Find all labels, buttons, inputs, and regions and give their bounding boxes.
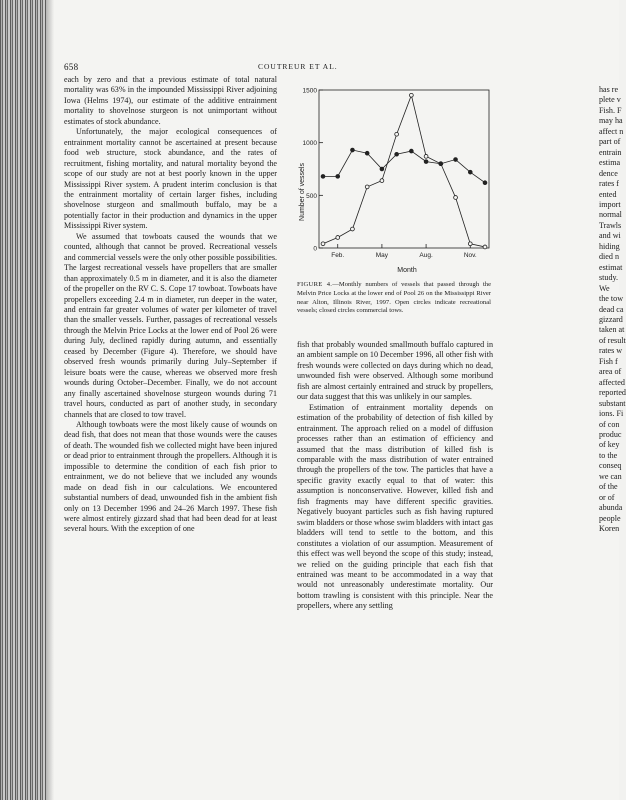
y-tick-label: 500 bbox=[306, 192, 317, 200]
adjacent-text-fragment: normal bbox=[599, 210, 622, 220]
adjacent-text-fragment: dead ca bbox=[599, 304, 624, 314]
data-point-filled bbox=[395, 152, 399, 156]
adjacent-text-fragment: affect n bbox=[599, 126, 624, 136]
data-point-open bbox=[454, 196, 458, 200]
series-line-open bbox=[323, 95, 485, 247]
data-point-open bbox=[424, 154, 428, 158]
adjacent-text-fragment: of con bbox=[599, 419, 620, 429]
x-tick-label: Nov. bbox=[463, 252, 477, 259]
adjacent-text-fragment: or of bbox=[599, 492, 615, 502]
paragraph: fish that probably wounded smallmouth buffalo captured in an ambient sample on 10 December 1996, all other fish with fresh wounds were collected on days during which no dead, unwounded fish were observed. Although some moribund fish are almost certainly entrained and struck by propellers, our data suggest that this was unlikely in our samples. bbox=[297, 340, 493, 402]
adjacent-text-fragment: ions. Fi bbox=[599, 409, 624, 419]
line-chart bbox=[297, 84, 497, 280]
data-point-open bbox=[321, 242, 325, 246]
data-point-open bbox=[336, 236, 340, 240]
adjacent-page-edge-text bbox=[599, 85, 626, 685]
adjacent-text-fragment: conseq bbox=[599, 461, 622, 471]
data-point-open bbox=[483, 245, 487, 249]
x-tick-label: Aug. bbox=[419, 252, 433, 259]
data-point-open bbox=[351, 227, 355, 231]
data-point-filled bbox=[351, 148, 355, 152]
adjacent-text-fragment: ented bbox=[599, 189, 617, 199]
data-point-filled bbox=[424, 160, 428, 164]
data-point-filled bbox=[380, 167, 384, 171]
page-number: 658 bbox=[64, 62, 79, 72]
adjacent-text-fragment: study. bbox=[599, 273, 619, 283]
paragraph: Estimation of entrainment mortality depends on estimation of the probability of detection of fish killed by entrainment. The approach relied on a model of diffusion processes rather than an estimation of efficiency and assumed that the mass distribution of killed fish is comparable with the mass distribution of water entrained through the propellers of the tow. The particles that have a specific gravity exactly equal to that of water: this assumption is nonconservative. However, killed fish and fish fragments may have different specific gravities. Negatively buoyant particles such as fish having ruptured swim bladders or those whose swim bladders with intact gas bladders will tend to settle to the bottom, and this constitutes a violation of our assumption. Measurement of this effect was well beyond the scope of this study; instead, we relied on the guiding principle that each fish that entrained was meant to be accommodated in a way that would not unreasonably underestimate mortality. Our bottom trawling is consistent with this principle. Near the propellers, where any settling bbox=[297, 402, 493, 611]
y-tick-label: 1500 bbox=[302, 87, 317, 95]
adjacent-text-fragment: reported bbox=[599, 388, 626, 398]
data-point-filled bbox=[336, 174, 340, 178]
adjacent-text-fragment: affected bbox=[599, 377, 625, 387]
caption-text: —Monthly numbers of vessels that passed through the Melvin Price Locks at the lower end of Pool 26 on the Mississippi River near Alton, Illinois River, 1997. Open circles indicate recreational vessels; closed circles commercial tows. bbox=[297, 281, 491, 315]
adjacent-text-fragment: gizzard bbox=[599, 314, 623, 324]
data-point-filled bbox=[454, 158, 458, 162]
y-tick-label: 1000 bbox=[302, 140, 317, 148]
adjacent-text-fragment: import bbox=[599, 199, 621, 209]
adjacent-text-fragment: of result bbox=[599, 335, 626, 345]
figure-caption bbox=[297, 281, 491, 316]
paragraph: We assumed that towboats caused the wounds that we counted, although that cannot be proved. Recreational vessels and commercial vessels were the only other possible possibilities. The largest recreational vessels have propellers that are smaller than approximately 0.5 m in diameter, and it is also the diameter of the propeller on the RV C. S. Cope 17 towboat. Towboats have propellers exceeding 2.4 m in diameter, run deeper in the water, and entrain far greater volumes of water per kilometer of travel than the smaller vessels. Further, passages of recreational vessels through the Melvin Price Locks at the lower end of Pool 26 were during July, declined rapidly during autumn, and essentially ceased by December (Figure 4). Therefore, we should have observed fresh wounds primarily during July–September if leisure boats were the cause, whereas we observed more fresh wounds during October–December. Finally, we do not account any finally ascertained shovelnose sturgeon wounds during 71 travel hours, conducted as part of another study, in secondary channels that are closed to tow travel. bbox=[64, 231, 277, 419]
y-axis-label: Number of vessels bbox=[299, 163, 306, 221]
data-point-open bbox=[409, 93, 413, 97]
data-point-filled bbox=[321, 174, 325, 178]
x-tick-label: May bbox=[375, 252, 389, 259]
adjacent-text-fragment: rates w bbox=[599, 346, 623, 356]
paragraph: Although towboats were the most likely cause of wounds on dead fish, that does not mean that those wounds were the causes of death. The wounded fish we collected might have been injured or dead prior to entrainment through the propellers. Although it is impossible to determine the condition of each fish prior to entrainment, we do not believe that we included any wounds made on dead fish in our calculations. We encountered substantial numbers of dead, unwounded fish in the ambient fish only on 13 December 1996 and 24–26 March 1997. These fish were almost entirely gizzard shad that had been dead for at least several hours. With the exception of one bbox=[64, 419, 277, 534]
data-point-filled bbox=[483, 181, 487, 185]
data-point-filled bbox=[439, 162, 443, 166]
paragraph: each by zero and that a previous estimate of total natural mortality was 63% in the impounded Mississippi River adjoining Iowa (Helms 1974), our estimate of the additive entrainment mortality to shovelnose sturgeon is not unimportant without estimates of stock abundance. bbox=[64, 75, 277, 126]
text-column-left bbox=[64, 75, 277, 535]
adjacent-text-fragment: of the bbox=[599, 482, 618, 492]
adjacent-text-fragment: produc bbox=[599, 429, 622, 439]
x-axis-label: Month bbox=[397, 267, 417, 274]
adjacent-text-fragment: to the bbox=[599, 450, 618, 460]
adjacent-text-fragment: Koren bbox=[599, 524, 620, 534]
data-point-open bbox=[468, 242, 472, 246]
text-column-right bbox=[297, 340, 493, 612]
paragraph: Unfortunately, the major ecological consequences of entrainment mortality cannot be ascertained at present because food web structure, stock abundance, and the rates of recruitment, fishing mortality, and natural mortality beyond the scope of our study are not at best poorly known in the upper Mississippi River system. A prudent interim conclusion is that the entrainment mortality of certain larger fishes, including shovelnose sturgeon and smallmouth buffalo, may be a potentially factor in their production and dynamics in the upper Mississippi River system. bbox=[64, 127, 277, 231]
series-line-filled bbox=[323, 150, 485, 183]
adjacent-text-fragment: hiding bbox=[599, 241, 620, 251]
adjacent-text-fragment: Fish f bbox=[599, 356, 618, 366]
adjacent-text-fragment: entrain bbox=[599, 147, 622, 157]
adjacent-text-fragment: Fish. F bbox=[599, 105, 622, 115]
adjacent-text-fragment: part of bbox=[599, 137, 621, 147]
adjacent-text-fragment: estimat bbox=[599, 262, 623, 272]
adjacent-text-fragment: estima bbox=[599, 158, 621, 168]
adjacent-text-fragment: people bbox=[599, 513, 621, 523]
adjacent-text-fragment: Trawls bbox=[599, 220, 622, 230]
data-point-open bbox=[380, 179, 384, 183]
adjacent-text-fragment: area of bbox=[599, 367, 622, 377]
data-point-open bbox=[365, 185, 369, 189]
adjacent-text-fragment: of key bbox=[599, 440, 620, 450]
adjacent-text-fragment: taken at bbox=[599, 325, 625, 335]
adjacent-text-fragment: and wi bbox=[599, 231, 621, 241]
adjacent-text-fragment: the tow bbox=[599, 294, 624, 304]
data-point-filled bbox=[365, 151, 369, 155]
adjacent-text-fragment: may ha bbox=[599, 116, 623, 126]
figure-vessel-passages bbox=[297, 84, 497, 280]
adjacent-text-fragment: rates f bbox=[599, 179, 619, 189]
adjacent-text-fragment: abunda bbox=[599, 503, 623, 513]
adjacent-text-fragment: died n bbox=[599, 252, 620, 262]
data-point-open bbox=[395, 132, 399, 136]
adjacent-text-fragment: We bbox=[599, 283, 610, 293]
scan-shadow-edge bbox=[0, 0, 46, 800]
y-tick-label: 0 bbox=[313, 245, 317, 253]
adjacent-text-fragment: plete v bbox=[599, 95, 621, 105]
figure-label: FIGURE 4. bbox=[297, 281, 333, 288]
data-point-filled bbox=[468, 170, 472, 174]
adjacent-text-fragment: has re bbox=[599, 85, 619, 94]
x-tick-label: Feb. bbox=[331, 252, 345, 259]
adjacent-text-fragment: substant bbox=[599, 398, 626, 408]
data-point-filled bbox=[409, 149, 413, 153]
adjacent-text-fragment: dence bbox=[599, 168, 618, 178]
running-head: COUTREUR ET AL. bbox=[258, 62, 338, 71]
adjacent-text-fragment: we can bbox=[599, 471, 622, 481]
